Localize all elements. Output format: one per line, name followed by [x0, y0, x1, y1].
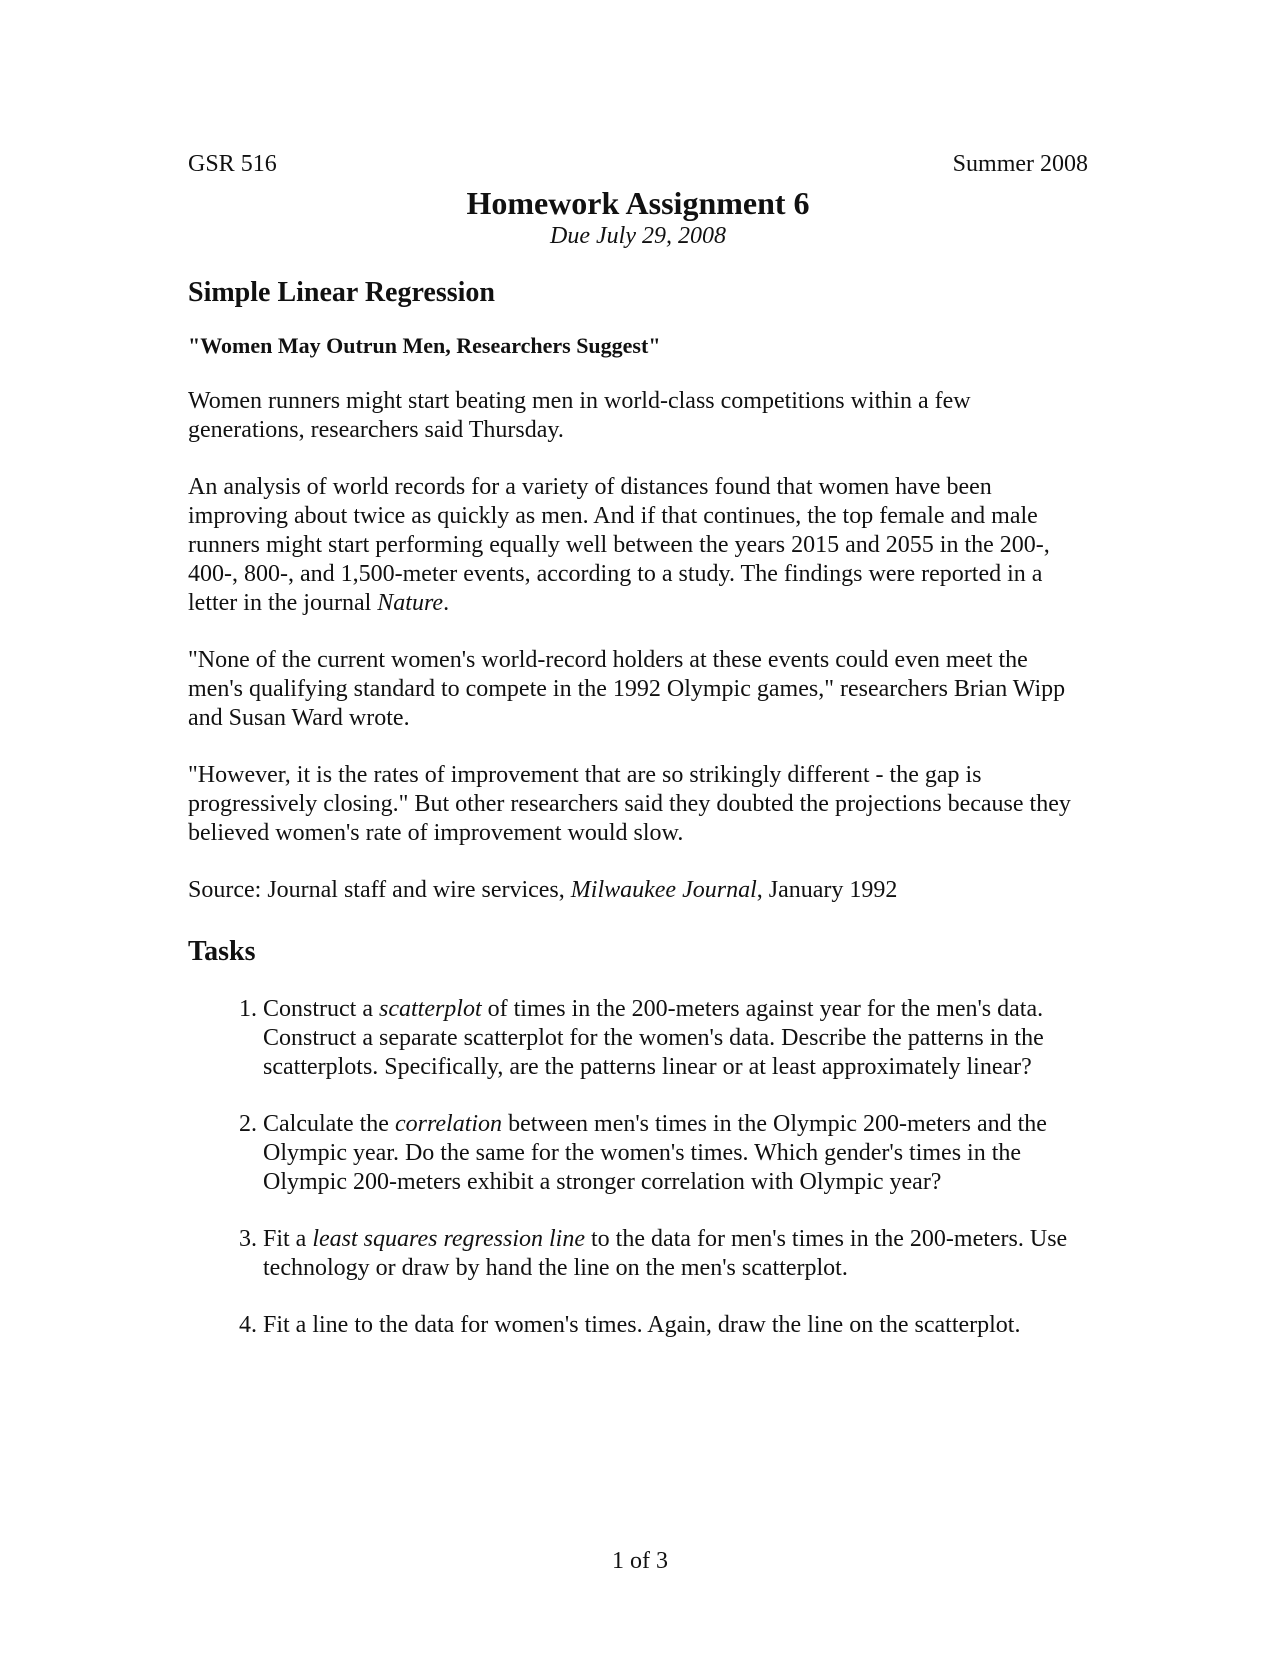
task-3-post: to the data for men's times in the 200-meters. Use technology or draw by hand the line on the men's scatterplot. [263, 1226, 1068, 1281]
task-item-4 [263, 1311, 1088, 1340]
task-list [188, 995, 1088, 1340]
source-suffix: , January 1992 [756, 877, 898, 903]
page-content [188, 150, 1088, 1368]
course-code: GSR 516 [188, 151, 277, 177]
article-paragraph-3: "None of the current women's world-record holders at these events could even meet the men's qualifying standard to compete in the 1992 Olympic games," researchers Brian Wipp and Susan Ward wrote. [188, 647, 1066, 731]
source-prefix: Source: Journal staff and wire services, [188, 877, 571, 903]
article-paragraph-2 [188, 473, 1088, 618]
article-paragraph-4: "However, it is the rates of improvement that are so strikingly different - the gap is progressively closing." But other researchers said they doubted the projections because they believed women's rate of improvement would slow. [188, 762, 1071, 846]
article-paragraph-1: Women runners might start beating men in world-class competitions within a few generations, researchers said Thursday. [188, 388, 971, 443]
task-1-term: scatterplot [378, 996, 482, 1022]
task-item-2 [263, 1110, 1088, 1197]
due-date: Due July 29, 2008 [550, 223, 726, 249]
journal-name: Nature [377, 590, 444, 616]
task-2-pre: Calculate the [263, 1111, 395, 1137]
task-3-term: least squares regression line [312, 1226, 585, 1252]
article-paragraph-2-text: An analysis of world records for a variety of distances found that women have been improving about twice as quickly as men. And if that continues, the top female and male runners might start performing equally well between the years 2015 and 2055 in the 200-, 400-, 800-, and 1,500-meter events, according to a study. The findings were reported in a letter in the journal [188, 474, 1050, 616]
task-2-term: correlation [394, 1111, 503, 1137]
task-item-3 [263, 1225, 1088, 1283]
article-headline: "Women May Outrun Men, Researchers Suggest" [188, 333, 661, 358]
task-2-post: between men's times in the Olympic 200-meters and the Olympic year. Do the same for the women's times. Which gender's times in the Olympic 200-meters exhibit a stronger correlation with Olympic year? [263, 1111, 1047, 1195]
task-4-text: Fit a line to the data for women's times. Again, draw the line on the scatterplot. [263, 1312, 1021, 1338]
tasks-heading: Tasks [188, 936, 256, 967]
task-1-pre: Construct a [263, 996, 379, 1022]
page-number: 1 of 3 [612, 1548, 668, 1574]
page-title: Homework Assignment 6 [466, 185, 810, 221]
task-item-1 [263, 995, 1088, 1082]
section-heading: Simple Linear Regression [188, 277, 495, 308]
task-3-pre: Fit a [263, 1226, 313, 1252]
term-label: Summer 2008 [952, 151, 1088, 177]
article-paragraph-2-end: . [443, 590, 450, 616]
task-1-post: of times in the 200-meters against year for the men's data. Construct a separate scatterplot for the women's data. Describe the patterns in the scatterplots. Specifically, are the patterns linear or at least approximately linear? [263, 996, 1044, 1080]
article-source [188, 876, 1088, 905]
source-journal: Milwaukee Journal [570, 877, 757, 903]
header-row [188, 150, 1088, 178]
